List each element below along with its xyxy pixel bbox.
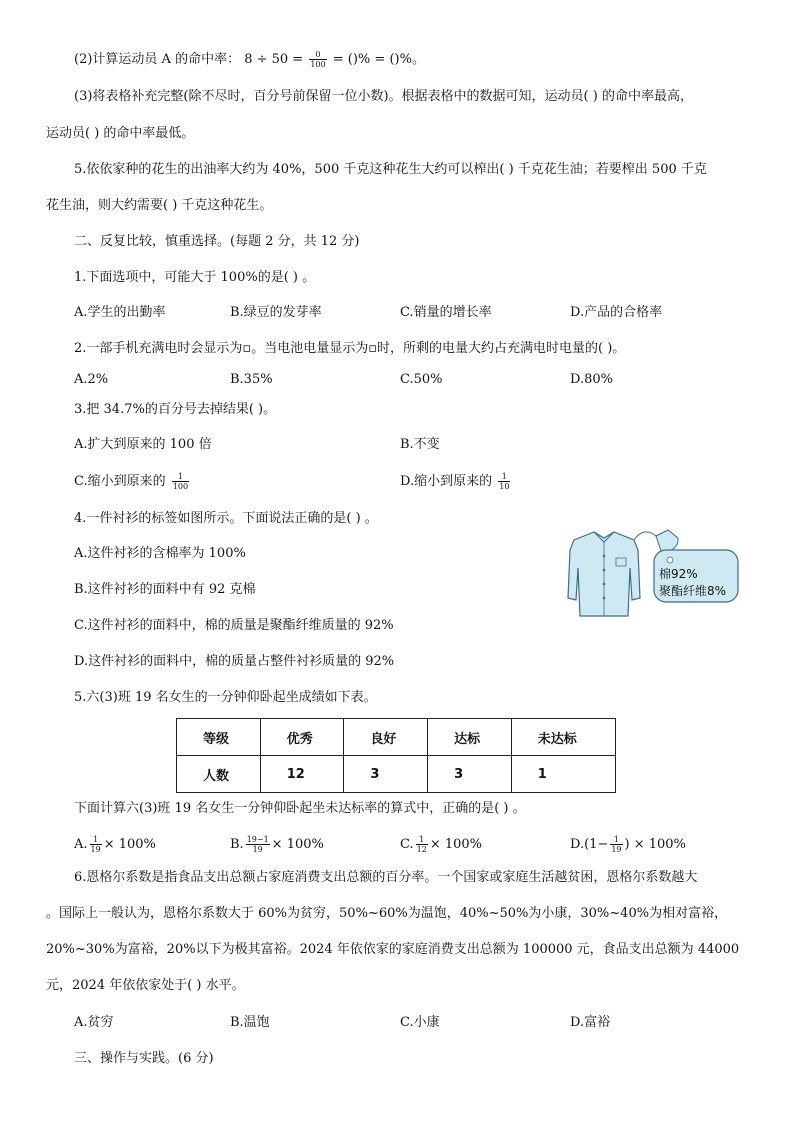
choice-6-option-d[interactable]: D.富裕 bbox=[570, 1015, 611, 1030]
option-label: A. bbox=[74, 837, 88, 852]
fraction-numerator: 1 bbox=[498, 472, 510, 482]
fraction-1-over-19 bbox=[610, 835, 622, 854]
fill-question-5-line-1: 5.依依家种的花生的出油率大约为 40%，500 千克这种花生大约可以榨出( ) 千克花生油；若要榨出 500 千克 bbox=[74, 162, 707, 177]
fraction-denominator: 19 bbox=[611, 845, 622, 854]
fraction-numerator: 1 bbox=[90, 835, 102, 845]
table-cell: 1 bbox=[511, 756, 615, 793]
choice-4-option-a[interactable]: A.这件衬衫的含棉率为 100% bbox=[74, 546, 246, 561]
question-2-blanks: = ()% = ()%。 bbox=[332, 52, 425, 67]
choice-question-6-line-2: 。国际上一般认为，恩格尔系数大于 60%为贫穷，50%~60%为温饱，40%~50%为小康，30%~40%为相对富裕， bbox=[46, 906, 728, 921]
table-cell: 12 bbox=[260, 756, 344, 793]
fraction-denominator: 100 bbox=[310, 60, 326, 69]
choice-1-option-a[interactable]: A.学生的出勤率 bbox=[74, 305, 166, 320]
choice-5-option-b[interactable] bbox=[230, 835, 324, 854]
fraction-denominator: 12 bbox=[416, 845, 427, 854]
question-2-line bbox=[74, 50, 425, 69]
choice-question-6-line-1: 6.恩格尔系数是指食品支出总额占家庭消费支出总额的百分率。一个国家或家庭生活越贫困，恩格尔系数越大 bbox=[74, 870, 698, 885]
choice-2-option-b[interactable]: B.35% bbox=[230, 372, 273, 387]
shirt-label-illustration bbox=[552, 528, 752, 620]
option-expression: × 100% bbox=[429, 837, 483, 852]
table-cell: 3 bbox=[428, 756, 512, 793]
fill-question-5-line-2: 花生油，则大约需要( ) 千克这种花生。 bbox=[46, 198, 273, 213]
choice-3-option-c[interactable] bbox=[74, 472, 191, 491]
choice-1-option-b[interactable]: B.绿豆的发芽率 bbox=[230, 305, 322, 320]
tag-polyester-line: 聚酯纤维8% bbox=[659, 584, 727, 598]
choice-question-5: 5.六(3)班 19 名女生的一分钟仰卧起坐成绩如下表。 bbox=[74, 690, 377, 705]
choice-2-option-a[interactable]: A.2% bbox=[74, 372, 109, 387]
choice-6-option-b[interactable]: B.温饱 bbox=[230, 1015, 270, 1030]
option-label: C. bbox=[400, 837, 414, 852]
fraction-denominator: 19 bbox=[90, 845, 101, 854]
table-header-cell: 优秀 bbox=[260, 719, 344, 756]
table-cell: 人数 bbox=[177, 756, 261, 793]
fraction-1-over-10 bbox=[498, 472, 510, 491]
choice-4-option-d[interactable]: D.这件衬衫的面料中，棉的质量占整件衬衫质量的 92% bbox=[74, 654, 395, 669]
choice-3-option-d[interactable] bbox=[400, 472, 512, 491]
choice-question-6-line-4: 元，2024 年依依家处于( ) 水平。 bbox=[46, 978, 245, 993]
table-cell: 3 bbox=[344, 756, 428, 793]
choice-question-5-prompt: 下面计算六(3)班 19 名女生一分钟仰卧起坐未达标率的算式中，正确的是( ) 。 bbox=[74, 801, 526, 816]
choice-2-option-d[interactable]: D.80% bbox=[570, 372, 613, 387]
table-header-cell: 良好 bbox=[344, 719, 428, 756]
question-2-text: (2)计算运动员 A 的命中率： 8 ÷ 50 = bbox=[74, 52, 304, 67]
fraction-denominator: 10 bbox=[499, 482, 510, 491]
choice-question-1: 1.下面选项中，可能大于 100%的是( ) 。 bbox=[74, 270, 316, 285]
fraction-numerator: 1 bbox=[172, 472, 189, 482]
choice-question-2: 2.一部手机充满电时会显示为▫。当电池电量显示为▫时，所剩的电量大约占充满电时电量的( )。 bbox=[74, 341, 626, 356]
fraction-1-over-12 bbox=[416, 835, 428, 854]
section-2-heading: 二、反复比较，慎重选择。(每题 2 分，共 12 分) bbox=[74, 234, 360, 249]
question-3-line-2: 运动员( ) 的命中率最低。 bbox=[46, 126, 195, 141]
choice-3-option-b[interactable]: B.不变 bbox=[400, 437, 440, 452]
choice-5-option-d[interactable] bbox=[570, 835, 686, 854]
choice-5-option-a[interactable] bbox=[74, 835, 156, 854]
table-header-cell: 达标 bbox=[428, 719, 512, 756]
option-label: D.缩小到原来的 bbox=[400, 474, 493, 489]
fraction-1-over-100 bbox=[172, 472, 189, 491]
choice-5-option-c[interactable] bbox=[400, 835, 482, 854]
tag-cotton-line: 棉92% bbox=[659, 567, 698, 581]
choice-3-option-a[interactable]: A.扩大到原来的 100 倍 bbox=[74, 437, 212, 452]
fraction-numerator: 1 bbox=[610, 835, 622, 845]
fraction-denominator: 100 bbox=[172, 482, 189, 491]
fraction-numerator: 0 bbox=[309, 50, 326, 60]
section-3-heading: 三、操作与实践。(6 分) bbox=[74, 1051, 214, 1066]
table-header-cell: 未达标 bbox=[511, 719, 615, 756]
choice-4-option-c[interactable]: C.这件衬衫的面料中，棉的质量是聚酯纤维质量的 92% bbox=[74, 618, 394, 633]
choice-4-option-b[interactable]: B.这件衬衫的面料中有 92 克棉 bbox=[74, 582, 256, 597]
fraction-numerator: 1 bbox=[416, 835, 428, 845]
fraction-0-over-100 bbox=[309, 50, 326, 69]
fraction-1-over-19 bbox=[90, 835, 102, 854]
question-3-line-1: (3)将表格补充完整(除不尽时，百分号前保留一位小数)。根据表格中的数据可知，运动员( ) 的命中率最高， bbox=[74, 89, 693, 104]
table-row bbox=[177, 719, 616, 756]
fraction-denominator: 19 bbox=[252, 845, 263, 854]
choice-6-option-a[interactable]: A.贫穷 bbox=[74, 1015, 114, 1030]
option-expression: × 100% bbox=[271, 837, 324, 852]
option-expression: × 100% bbox=[103, 837, 156, 852]
option-label: C.缩小到原来的 bbox=[74, 474, 166, 489]
choice-2-option-c[interactable]: C.50% bbox=[400, 372, 443, 387]
situp-grade-table bbox=[176, 718, 616, 793]
choice-question-3: 3.把 34.7%的百分号去掉结果( )。 bbox=[74, 402, 277, 417]
choice-1-option-d[interactable]: D.产品的合格率 bbox=[570, 305, 663, 320]
fraction-numerator: 19−1 bbox=[246, 835, 269, 844]
choice-question-6-line-3: 20%~30%为富裕，20%以下为极其富裕。2024 年依依家的家庭消费支出总额为 100000 元，食品支出总额为 44000 bbox=[46, 942, 740, 957]
table-row bbox=[177, 756, 616, 793]
choice-1-option-c[interactable]: C.销量的增长率 bbox=[400, 305, 492, 320]
option-label: B. bbox=[230, 837, 244, 852]
shirt-tag-text bbox=[659, 566, 726, 600]
option-label: D.(1− bbox=[570, 837, 609, 852]
choice-question-4: 4.一件衬衫的标签如图所示。下面说法正确的是( ) 。 bbox=[74, 511, 378, 526]
table-header-cell: 等级 bbox=[177, 719, 261, 756]
option-expression: ) × 100% bbox=[624, 837, 686, 852]
fraction-18-over-19 bbox=[246, 835, 270, 854]
choice-6-option-c[interactable]: C.小康 bbox=[400, 1015, 440, 1030]
